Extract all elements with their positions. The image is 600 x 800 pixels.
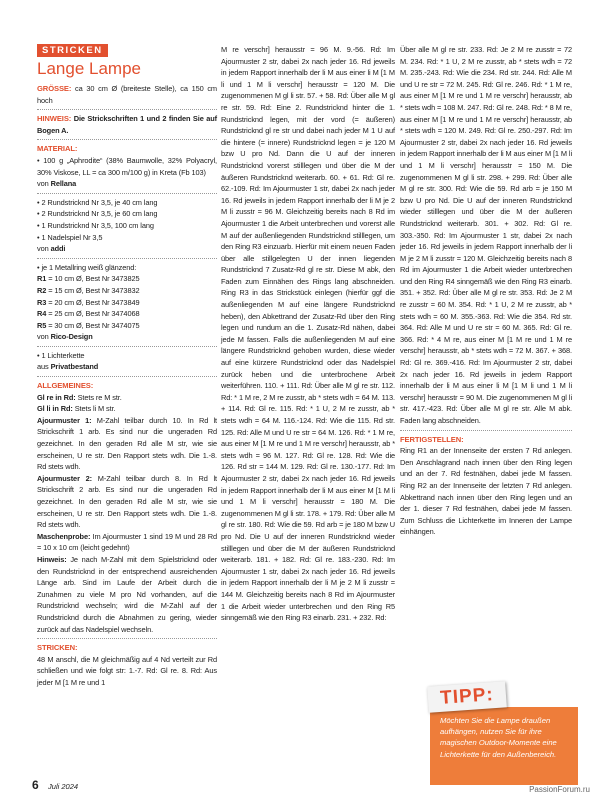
muster-1-label: Ajourmuster 1: (37, 415, 92, 425)
ring-item (37, 308, 217, 320)
brand-prefix: von (37, 179, 49, 189)
gl-li-text: Stets li M str. (72, 404, 116, 414)
stricken-text-col2: M re verschr] herausstr = 96 M. 9.-56. Rd: Im Ajourmuster 2 str, dabei 2x nach jeder 16. Rd jeweils in jedem Rapport innerhalb der li M aus einer li M [1 M li und 1 M li verschr] herausstr = 120 M. Die zugenommenen M gl li str. 57. + 58. Rd: Über alle M gl re str. 59. Rd: Eine 2. Rundstricknd hinter die 1. Rundstricknd legen, mit der vord (= äußeren) Rundstricknd gl re str und dabei nach jeder M 1 U auf die hintere (= innere) Rundstricknd legen = je 120 M bzw U pro Nd. Dann die U auf der inneren Rundstricknd vorerst stilllegen und über die M der äußeren Rundstricknd weiterarb. 60. + 61. Rd: Gl re. 62.-109. Rd: Im Ajourmuster 1 str, dabei 2x nach jeder 16. Rd jeweils in jedem Rapport innerhalb der li M je 2 M li zusstr = 96 M. Gleichzeitig bereits nach 8 Rd im Ajourmuster 1 die Arbeit unterbrechen und vorerst alle M auf der außenliegenden Rundstricknd stilllegen, um den Ring R3 einzuarb. Hierfür mit einem neuen Faden über alle stillgelegten U der innen liegenden Rundstricknd 7 Zusatz-Rd gl re str. Diese M abk, den Faden zum Einnähen des Rings lang abschneiden. Ring R3 in das Strickstück einlegen (hierfür ggf die außenliegenden M auf eine längere Rundstricknd heben), den Abkettrand der Zusatz-Rd über den Ring legen und rundum an die 1. Zusatz-Rd nähen, dabei jede M fassen. Falls die außenliegenden M auf eine längere Rundstricknd gehoben wurden, diese wieder auf eine kürzere Rundstricknd oder das Nadelspiel zurück heben und die unterbrochene Arbeit weiterführen. 110. + 111. Rd: Über alle M gl re str. 112. Rd: * 1 M re, 2 M re zusstr, ab * stets wdh = 64 M. 113. + 114. Rd: Gl re. 115. Rd: * 1 U, 2 M re zusstr, ab * stets wdh = 64 M. 116.-124. Rd: Wie die 115. Rd str. 125. Rd: Alle M und U re str = 64 M. 126. Rd: * 1 M re, aus einer M [1 M re und 1 M re verschr] herausstr, ab * stets wdh = 96 M. 127. Rd: Gl re. 128. Rd: Wie die 126. Rd str = 144 M. 129. Rd: Gl re. 130.-177. Rd: Im Ajourmuster 2 str, dabei 2x nach jeder 16. Rd jeweils in jedem Rapport innerhalb der li M aus einer M [1 M li und 1 M li verschr] herausstr = 180 M. Die zugenommenen M gl li str. 178. + 179. Rd: Über alle M gl re str. 180. Rd: Wie die 59. Rd arb = je 180 M bzw U pro Nd. Die U auf der inneren Rundstricknd wieder stilllegen und über die M der äußeren Rundstricknd weiterarb. 181. + 182. Rd: Gl re. 183.-230. Rd: Im Ajourmuster 1 str, dabei 2x nach jeder 16. Rd jeweils in jedem Rapport innerhalb der li M je 2 M li zusstr = 144 M. Gleichzeitig bereits nach 8 Rd im Ajourmuster 1 die Arbeit wieder unterbrechen und den Ring R5 sinngemäß wie den Ring R3 einarb. 231. + 232. Rd: (221, 45, 395, 623)
ring-text: = 15 cm Ø, Best Nr 3473832 (46, 285, 140, 295)
ring-id: R1 (37, 274, 47, 284)
issue-date: Juli 2024 (48, 782, 79, 791)
groesse-text: ca 30 cm Ø (breiteste Stelle), ca 150 cm hoch (37, 84, 217, 105)
page-title: Lange Lampe (37, 59, 141, 78)
muster-2-label: Ajourmuster 2: (37, 473, 92, 483)
column-1 (37, 83, 217, 689)
ring-text: = 25 cm Ø, Best Nr 3474068 (46, 309, 140, 319)
section-tag: STRICKEN (37, 44, 108, 57)
ring-text: = 20 cm Ø, Best Nr 3473849 (46, 297, 140, 307)
brand-rellana: Rellana (50, 179, 77, 189)
brand-rico: Rico-Design (50, 332, 93, 342)
allgemeines-label: ALLGEMEINES: (37, 381, 94, 391)
lights-item: • 1 Lichterkette (37, 350, 85, 360)
gl-li (37, 403, 217, 415)
footer (32, 778, 78, 792)
divider (400, 430, 572, 431)
ring-item (37, 297, 217, 309)
hinweis-text: Je nach M-Zahl mit dem Spielstricknd oder den Rundstricknd in der entsprechend ausreichenden Länge arb. Sind im Laufe der Arbeit durch die Zunahmen zu viele M pro Nd vorhanden, auf die Rundstricknd wechseln; wird die M-Zahl auf der Rundstricknd durch die Abnahmen zu gering, wieder zurück auf das Nadelspiel wechseln. (37, 554, 217, 634)
stricken-text-col3: Über alle M gl re str. 233. Rd: Je 2 M re zusstr = 72 M. 234. Rd: * 1 U, 2 M re zusstr, ab * stets wdh = 72 M. 235.-243. Rd: Wie die 234. Rd str. 244. Rd: Alle M und U re str = 72 M. 245. Rd: Gl re. 246. Rd: * 1 M re, aus einer M [1 M re und 1 M re verschr] herausstr, ab * stets wdh = 108 M. 247. Rd: Gl re. 248. Rd: * 8 M re, aus einer M [1 M re und 1 M re verschr] herausstr, ab * stets wdh = 120 M. 249. Rd: Gl re. 250.-297. Rd: Im Ajourmuster 2 str, dabei 2x nach jeder 16. Rd jeweils in jedem Rapport innerhalb der li M aus einer M [1 M li und 1 M li verschr] herausstr = 150 M. Die zugenommenen M gl li str. 298. + 299. Rd: Über alle M gl re str. 300. Rd: Wie die 59. Rd arb = je 150 M bzw U pro Nd. Die U auf der inneren Rundstricknd wieder stilllegen und über die M der äußeren Rundstricknd weiterarb. 301. + 302. Rd: Gl re. 303.-350. Rd: Im Ajourmuster 1 str, dabei 2x nach jeder 16. Rd jeweils in jedem Rapport innerhalb der li M je 2 M li zusstr = 120 M. Gleichzeitig bereits nach 8 Rd im Ajourmuster 1 die Arbeit wieder unterbrechen und den Ring R4 sinngemäß wie den Ring R3 einarb. 351. + 352. Rd: Über alle M gl re str. 353. Rd: Je 2 M re zusstr = 60 M. 354. Rd: * 1 U, 2 M re zusstr, ab * stets wdh = 60 M. 355.-363. Rd: Wie die 354. Rd str. 364. Rd: Alle M und U re str = 60 M. 365. Rd: Gl re. 366. Rd: * 4 M re, aus einer M [1 M re und 1 M re verschr] herausstr, ab * stets wdh = 72 M. 367. + 368. Rd: Gl re. 369.-416. Rd: Im Ajourmuster 2 str, dabei 2x nach jeder 16. Rd jeweils in jedem Rapport innerhalb der li M aus einer li M [1 M li und 1 M li verschr] herausstr = 90 M. Die zugenommenen M gl li str. 417.-423. Rd: Über alle M gl re str. Alle M abk. Faden lang abschneiden. (400, 45, 572, 425)
tip-label: TIPP: (427, 681, 507, 712)
ring-item (37, 285, 217, 297)
ring-id: R4 (37, 309, 47, 319)
divider (37, 139, 217, 140)
divider (37, 109, 217, 110)
groesse-label: GRÖSSE: (37, 84, 72, 93)
divider (37, 258, 217, 259)
hinweis-top (37, 113, 217, 136)
ring-text: = 10 cm Ø, Best Nr 3473825 (46, 274, 140, 284)
hinweis (37, 554, 217, 635)
hinweis-label: Hinweis: (37, 554, 67, 564)
ring-id: R2 (37, 285, 47, 295)
groesse-block (37, 83, 217, 106)
watermark: PassionForum.ru (529, 785, 590, 794)
tip-text: Möchten Sie die Lampe draußen aufhängen, nutzen Sie für ihre magischen Outdoor-Momente eine Lichterkette für den Außenbereich. (440, 716, 557, 759)
ring-id: R5 (37, 320, 47, 330)
divider (37, 193, 217, 194)
maschenprobe (37, 531, 217, 554)
ring-item (37, 320, 217, 332)
material-label: MATERIAL: (37, 144, 78, 154)
material-ring-brand (37, 331, 217, 343)
material-lights-brand (37, 361, 217, 373)
needle-item: • 1 Rundstricknd Nr 3,5, 100 cm lang (37, 220, 154, 230)
brand-prefix: aus (37, 362, 49, 372)
muster-2-text: M-Zahl teilbar durch 8. In Rd lt Strickschrift 2 arb. Es sind nur die ungeraden Rd gezeichnet. In den geraden Rd alle M str, wie sie erscheinen, U re str. Den Rapport stets wdh. Die 1.-8. Rd stets wdh. (37, 473, 217, 530)
maschenprobe-label: Maschenprobe: (37, 531, 91, 541)
rings-intro: • je 1 Metallring weiß glänzend: (37, 262, 137, 272)
material-yarn: • 100 g „Aphrodite“ (38% Baumwolle, 32% Polyacryl, 30% Viskose, LL = ca 300 m/100 g) in Kreta (Fb 103) (37, 155, 217, 177)
gl-re-text: Stets re M str. (75, 392, 122, 402)
divider (37, 346, 217, 347)
material-yarn-brand (37, 178, 217, 190)
fertigstellen-text: Ring R1 an der Innenseite der ersten 7 Rd anlegen. Den Anschlagrand nach innen über den Ring legen und an der 7. Rd festnähen, dabei jede M fassen. Ring R2 an der Innenseite der letzten 7 Rd anlegen. Abkettrand nach innen über den Ring legen und an der 1. dieser 7 Rd festnähen, dabei jede M fassen. Zum Schluss die Lichterkette im Inneren der Lampe einhängen. (400, 446, 572, 537)
maschenprobe-text: Im Ajourmuster 1 sind 19 M und 28 Rd = 10 x 10 cm (leicht gedehnt) (37, 531, 217, 553)
gl-re-label: Gl re in Rd: (37, 392, 76, 402)
muster-2 (37, 473, 217, 531)
divider (37, 638, 217, 639)
needle-item: • 2 Rundstricknd Nr 3,5, je 40 cm lang (37, 197, 158, 207)
muster-1 (37, 415, 217, 473)
needle-item: • 2 Rundstricknd Nr 3,5, je 60 cm lang (37, 209, 158, 219)
hinweis-top-label: HINWEIS: (37, 114, 72, 124)
brand-prefix: von (37, 332, 49, 342)
column-3 (400, 44, 572, 538)
gl-li-label: Gl li in Rd: (37, 404, 73, 414)
muster-1-text: M-Zahl teilbar durch 10. In Rd lt Strickschrift 1 arb. Es sind nur die ungeraden Rd gezeichnet. In den geraden Rd alle M str, wie sie erscheinen, U re str. Den Rapport stets wdh. Die 1.-8. Rd stets wdh. (37, 415, 217, 472)
page-number: 6 (32, 778, 39, 792)
ring-text: = 30 cm Ø, Best Nr 3474075 (46, 320, 140, 330)
stricken-text-col1: 48 M anschl, die M gleichmäßig auf 4 Nd verteilt zur Rd schließen und wie folgt str: 1.-7. Rd: Gl re. 8. Rd: Aus jeder M [1 M re und 1 (37, 654, 217, 687)
brand-privat: Privatbestand (50, 362, 99, 372)
column-2 (221, 44, 395, 624)
fertigstellen-label: FERTIGSTELLEN: (400, 434, 464, 444)
brand-addi: addi (50, 244, 66, 254)
brand-prefix: von (37, 244, 49, 254)
ring-item (37, 273, 217, 285)
divider (37, 376, 217, 377)
material-needle-brand (37, 243, 217, 255)
needle-item: • 1 Nadelspiel Nr 3,5 (37, 232, 103, 242)
ring-id: R3 (37, 297, 47, 307)
stricken-label: STRICKEN: (37, 643, 78, 653)
gl-re (37, 392, 217, 404)
hinweis-top-text: Die Strickschriften 1 und 2 finden Sie auf Bogen A. (37, 114, 217, 135)
